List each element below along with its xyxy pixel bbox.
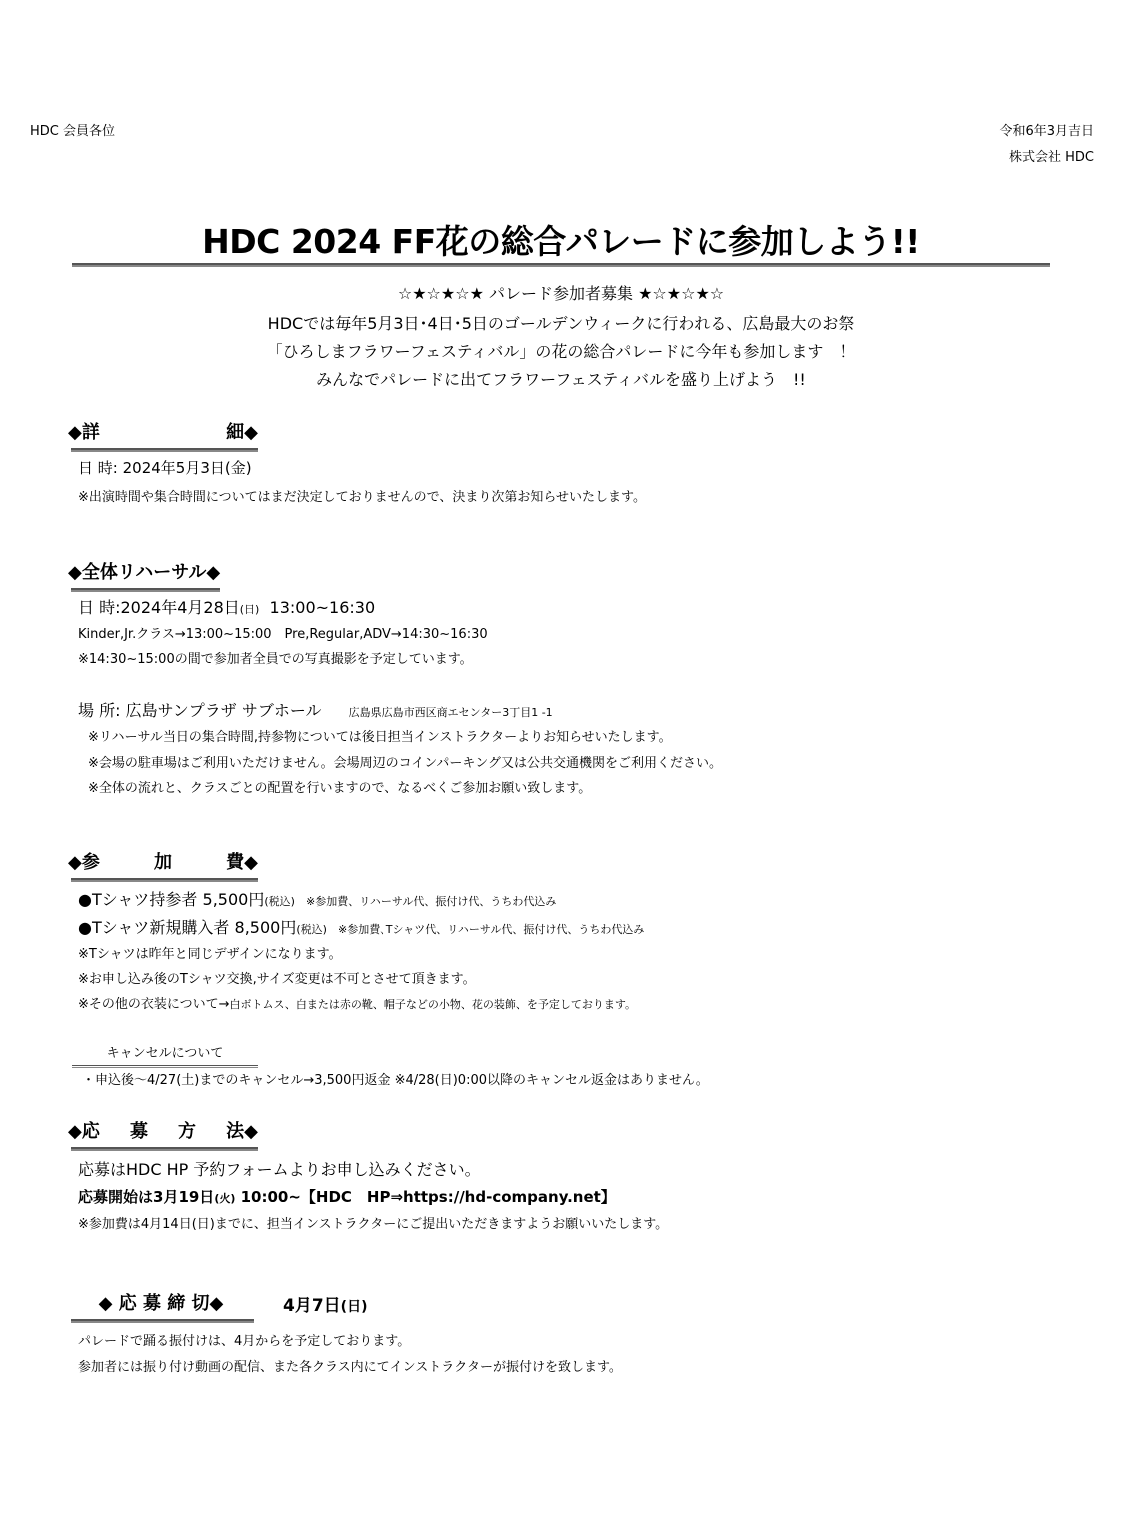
cancel-policy: ・申込後～4/27(土)までのキャンセル→3,500円返金 ※4/28(日)0:00以降のキャンセル返金はありません。 xyxy=(82,1073,709,1088)
rehearsal-place xyxy=(78,698,553,721)
fee-note: ※参加費、リハーサル代、振付け代、うちわ代込み xyxy=(306,895,557,908)
start-weekday: (火) xyxy=(214,1192,236,1205)
deadline-weekday: (日) xyxy=(340,1299,368,1315)
document-date: 令和6年3月吉日 xyxy=(999,124,1094,139)
heading-part: 加 xyxy=(154,852,172,873)
recruit-banner: ☆★☆★☆★ パレード参加者募集 ★☆★☆★☆ xyxy=(397,284,725,303)
fee-item xyxy=(78,915,644,938)
heading-part: ◆参 xyxy=(68,852,100,873)
rehearsal-photo-note: ※14:30~15:00の間で参加者全員での写真撮影を予定しています。 xyxy=(78,652,473,667)
deadline-date xyxy=(283,1291,367,1316)
company-name: 株式会社 HDC xyxy=(1009,150,1094,165)
costume-label: ※その他の衣装について→ xyxy=(78,997,230,1012)
fee-note-line: ※Tシャツは昨年と同じデザインになります。 xyxy=(78,947,342,962)
date-value: 2024年5月3日(金) xyxy=(122,459,252,477)
fee-tax: (税込) xyxy=(296,923,327,936)
heading-part: 法◆ xyxy=(226,1121,258,1142)
payment-note: ※参加費は4月14日(日)までに、担当インストラクターにご提出いただきますようお願いいたします。 xyxy=(78,1217,669,1232)
fee-price: 5,500円 xyxy=(202,890,265,909)
place-label: 場 所: xyxy=(78,701,121,720)
heading-text-left: ◆詳 xyxy=(68,422,100,443)
rehearsal-note: ※会場の駐車場はご利用いただけません。会場周辺のコインパーキング又は公共交通機関をご利用ください。 xyxy=(88,756,722,771)
heading-text-right: 細◆ xyxy=(226,422,258,443)
place-address: 広島県広島市西区商エセンター3丁目1 -1 xyxy=(348,706,553,719)
section-heading-deadline: ◆ 応 募 締 切◆ xyxy=(68,1289,254,1319)
application-instruction: 応募はHDC HP 予約フォームよりお申し込みください。 xyxy=(78,1160,481,1179)
fee-price: 8,500円 xyxy=(234,918,297,937)
rehearsal-note: ※全体の流れと、クラスごとの配置を行いますので、なるべくご参加お願い致します。 xyxy=(88,781,592,796)
heading-part: ◆応 xyxy=(68,1121,100,1142)
heading-part: 費◆ xyxy=(226,852,258,873)
heading-part: 募 xyxy=(129,1121,148,1142)
intro-line-3: みんなでパレードに出てフラワーフェスティバルを盛り上げよう !! xyxy=(316,370,806,389)
title-double-rule xyxy=(72,263,1050,267)
page-title: HDC 2024 FF花の総合パレードに参加しよう!! xyxy=(202,222,920,261)
addressee: HDC 会員各位 xyxy=(30,124,115,139)
date-value: 2024年4月28日 xyxy=(120,598,240,617)
details-note: ※出演時間や集合時間についてはまだ決定しておりませんので、決まり次第お知らせいたします。 xyxy=(78,490,646,505)
start-date: 応募開始は3月19日 xyxy=(78,1188,215,1206)
intro-line-2: 「ひろしまフラワーフェスティバル」の花の総合パレードに今年も参加します ！ xyxy=(266,342,856,361)
place-name: 広島サンプラザ サブホール xyxy=(125,701,322,720)
fee-note: ※参加費､Tシャツ代、リハーサル代、振付け代、うちわ代込み xyxy=(338,923,645,936)
rehearsal-note: ※リハーサル当日の集合時間,持参物については後日担当インストラクターよりお知らせいたします。 xyxy=(88,730,672,745)
costume-detail: 白ボトムス、白または赤の靴、帽子などの小物、花の装飾、を予定しております。 xyxy=(229,998,636,1011)
details-date xyxy=(78,457,252,478)
date-label: 日 時: xyxy=(78,598,121,617)
rehearsal-date xyxy=(78,595,375,618)
rehearsal-class-times: Kinder,Jr.クラス→13:00~15:00 Pre,Regular,ADV→14:30~16:30 xyxy=(78,627,488,642)
fee-tax: (税込) xyxy=(264,895,295,908)
deadline-date-value: 4月7日 xyxy=(283,1296,341,1316)
section-heading-fee xyxy=(68,848,258,878)
date-label: 日 時: xyxy=(78,459,118,477)
application-start xyxy=(78,1186,616,1207)
cancel-heading: キャンセルについて xyxy=(72,1042,258,1064)
section-heading-details xyxy=(68,418,258,448)
costume-note xyxy=(78,993,636,1012)
date-weekday: (日) xyxy=(239,603,260,616)
fee-label: ●Tシャツ新規購入者 xyxy=(78,918,230,937)
fee-label: ●Tシャツ持参者 xyxy=(78,890,198,909)
rehearsal-time: 13:00~16:30 xyxy=(269,598,376,617)
section-heading-application xyxy=(68,1117,258,1147)
intro-line-1: HDCでは毎年5月3日･4日･5日のゴールデンウィークに行われる、広島最大のお祭 xyxy=(267,314,855,333)
fee-item xyxy=(78,887,556,910)
heading-part: 方 xyxy=(178,1121,197,1142)
choreography-note: パレードで踊る振付けは、4月からを予定しております。 xyxy=(78,1334,411,1349)
start-time-and-url[interactable]: 10:00~【HDC HP⇒https://hd-company.net】 xyxy=(235,1188,616,1206)
section-heading-rehearsal: ◆全体リハーサル◆ xyxy=(68,558,220,588)
choreography-note: 参加者には振り付け動画の配信、また各クラス内にてインストラクターが振付けを致します。 xyxy=(78,1360,622,1375)
fee-note-line: ※お申し込み後のTシャツ交換,サイズ変更は不可とさせて頂きます。 xyxy=(78,972,476,987)
